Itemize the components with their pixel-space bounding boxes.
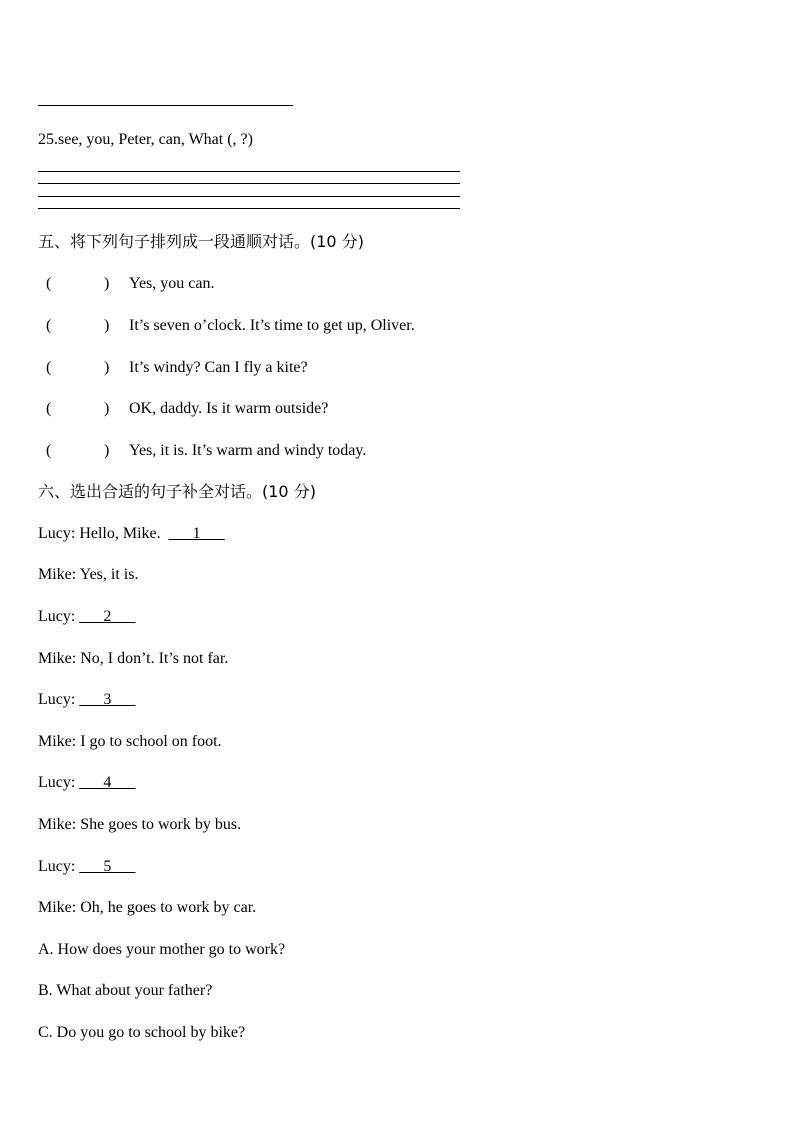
order-item-text: OK, daddy. Is it warm outside?: [129, 400, 329, 417]
answer-line-q25-1: [38, 171, 460, 172]
dialogue-blank: ___4___: [79, 774, 136, 791]
order-item: [0, 358, 794, 378]
answer-line-previous: [38, 105, 293, 106]
answer-paren-close: ): [104, 442, 110, 459]
dialogue-blank: ___3___: [79, 691, 136, 708]
answer-paren-close: ): [104, 359, 110, 376]
order-item-text: It’s seven o’clock. It’s time to get up, Oliver.: [129, 317, 415, 334]
dialogue-text: Mike: She goes to work by bus.: [38, 816, 242, 833]
dialogue-text: Lucy:: [38, 858, 80, 875]
answer-line-q25-2: [38, 183, 460, 184]
section-5-heading: 五、将下列句子排列成一段通顺对话。(10 分): [38, 232, 364, 251]
order-item-text: Yes, you can.: [129, 275, 215, 292]
dialogue-text: Mike: Yes, it is.: [38, 566, 139, 583]
dialogue-line: [38, 524, 225, 544]
dialogue-text: Lucy:: [38, 691, 80, 708]
option-a: A. How does your mother go to work?: [38, 941, 286, 958]
dialogue-line: [38, 732, 222, 752]
answer-line-q25-4: [38, 208, 460, 209]
dialogue-text: Mike: Oh, he goes to work by car.: [38, 899, 257, 916]
answer-paren-close: ): [104, 317, 110, 334]
order-item: [0, 441, 794, 461]
order-item-text: Yes, it is. It’s warm and windy today.: [129, 442, 367, 459]
dialogue-line: [38, 607, 135, 627]
dialogue-blank: ___5___: [79, 858, 136, 875]
answer-paren-open: (: [46, 317, 52, 334]
dialogue-line: [38, 690, 135, 710]
dialogue-line: [38, 898, 256, 918]
dialogue-line: [38, 773, 135, 793]
answer-paren-close: ): [104, 400, 110, 417]
dialogue-line: [38, 815, 241, 835]
order-item: [0, 274, 794, 294]
dialogue-text: Lucy:: [38, 774, 80, 791]
answer-paren-close: ): [104, 275, 110, 292]
dialogue-text: Mike: I go to school on foot.: [38, 733, 222, 750]
option-c: C. Do you go to school by bike?: [38, 1024, 246, 1041]
dialogue-text: Lucy:: [38, 608, 80, 625]
dialogue-line: [38, 649, 228, 669]
dialogue-blank: ___1___: [168, 525, 225, 542]
dialogue-text: Lucy: Hello, Mike.: [38, 525, 169, 542]
question-25: 25.see, you, Peter, can, What (, ?): [38, 131, 253, 148]
section-6-heading: 六、选出合适的句子补全对话。(10 分): [38, 482, 316, 501]
order-item-text: It’s windy? Can I fly a kite?: [129, 359, 308, 376]
option-b: B. What about your father?: [38, 982, 213, 999]
dialogue-text: Mike: No, I don’t. It’s not far.: [38, 650, 229, 667]
answer-line-q25-3: [38, 196, 460, 197]
answer-paren-open: (: [46, 442, 52, 459]
order-item: [0, 399, 794, 419]
dialogue-blank: ___2___: [79, 608, 136, 625]
answer-paren-open: (: [46, 275, 52, 292]
answer-paren-open: (: [46, 400, 52, 417]
order-item: [0, 316, 794, 336]
dialogue-line: [38, 857, 135, 877]
answer-paren-open: (: [46, 359, 52, 376]
dialogue-line: [38, 565, 138, 585]
